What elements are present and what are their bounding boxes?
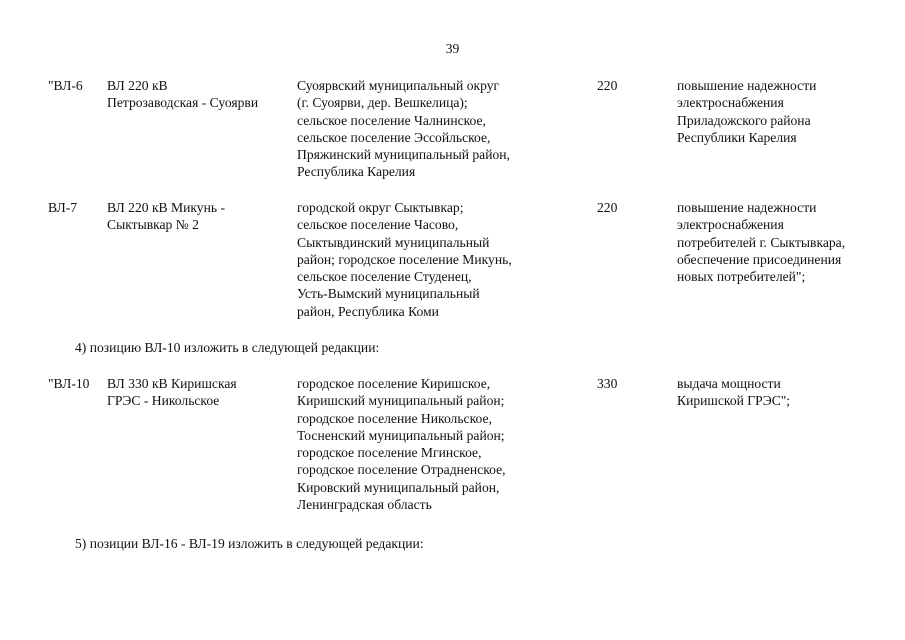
line-code: "ВЛ-10 — [48, 376, 90, 391]
line-territory: Суоярвский муниципальный округ (г. Суоярви, дер. Вешкелица); сельское поселение Чалнинское, сельское поселение Эссойльское, Пряжинский муниципальный район, Республика Карелия — [297, 78, 510, 180]
line-name: ВЛ 330 кВ Киришская ГРЭС - Никольское — [107, 376, 237, 409]
line-purpose: выдача мощности Киришской ГРЭС"; — [677, 376, 791, 409]
line-voltage: 220 — [597, 200, 618, 215]
instruction-paragraph: 4) позицию ВЛ-10 изложить в следующей редакции: — [75, 340, 380, 355]
line-voltage: 330 — [597, 376, 618, 391]
line-purpose: повышение надежности электроснабжения потребителей г. Сыктывкара, обеспечение присоединения новых потребителей"; — [677, 200, 846, 285]
page-number: 39 — [445, 41, 460, 56]
line-purpose: повышение надежности электроснабжения Приладожского района Республики Карелия — [677, 78, 817, 145]
line-name: ВЛ 220 кВ Петрозаводская - Суоярви — [107, 78, 259, 111]
line-name: ВЛ 220 кВ Микунь - Сыктывкар № 2 — [107, 200, 225, 233]
line-voltage: 220 — [597, 78, 618, 93]
instruction-paragraph: 5) позиции ВЛ-16 - ВЛ-19 изложить в следующей редакции: — [75, 536, 424, 551]
line-code: "ВЛ-6 — [48, 78, 83, 93]
line-territory: городское поселение Киришское, Киришский муниципальный район; городское поселение Никольское, Тосненский муниципальный район; городское поселение Мгинское, городское поселение Отрадненское, Кировский муниципальный район, Ленинградская область — [297, 376, 506, 513]
line-territory: городской округ Сыктывкар; сельское поселение Часово, Сыктывдинский муниципальный район; городское поселение Микунь, сельское поселение Студенец, Усть-Вымский муниципальный район, Республика Коми — [297, 200, 512, 319]
line-code: ВЛ-7 — [48, 200, 78, 215]
